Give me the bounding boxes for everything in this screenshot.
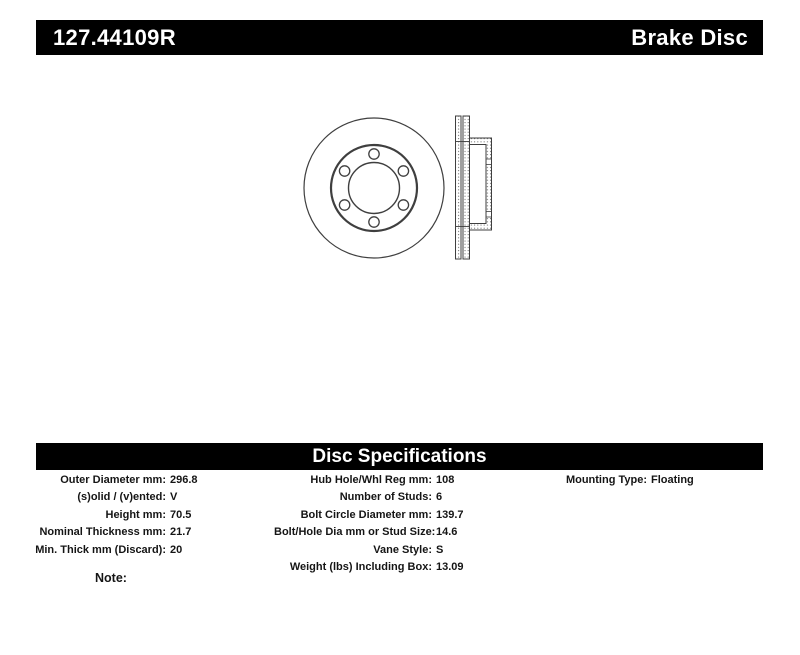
spec-row-height [34, 507, 198, 524]
rotor-plate-outboard [456, 116, 462, 259]
stud-hole-section-top [487, 159, 491, 165]
spec-value: 20 [170, 543, 183, 556]
spec-value: 139.7 [436, 508, 464, 521]
spec-value: 70.5 [170, 508, 192, 521]
spec-label: Bolt/Hole Dia mm or Stud Size: [274, 526, 436, 539]
spec-label: Vane Style: [373, 543, 432, 556]
note-label: Note: [95, 571, 127, 585]
product-type-title: Brake Disc [631, 24, 748, 50]
stud-hole [398, 200, 408, 210]
part-number: 127.44109R [53, 24, 176, 50]
spec-label: Hub Hole/Whl Reg mm: [310, 474, 432, 486]
technical-drawing [290, 98, 505, 273]
disc-cross-section-view [456, 116, 492, 259]
spec-row-bolt-hole-dia [274, 524, 464, 541]
brake-disc-drawing-svg [290, 98, 505, 273]
spec-value: 296.8 [170, 474, 198, 486]
spec-section-header [36, 443, 763, 470]
spec-row-min-thickness [34, 542, 198, 559]
spec-value: 21.7 [170, 526, 192, 539]
spec-column-type [508, 472, 694, 489]
spec-label: Height mm: [105, 508, 166, 521]
spec-label: Outer Diameter mm: [60, 474, 166, 486]
spec-row-vane-style [274, 542, 464, 559]
spec-label: Bolt Circle Diameter mm: [300, 508, 432, 521]
stud-hole [369, 217, 379, 227]
spec-row-solid-vented [34, 489, 198, 506]
stud-hole-section-bottom [487, 212, 491, 218]
spec-row-hub-hole [274, 472, 464, 489]
spec-value: 13.09 [436, 561, 464, 574]
spec-row-number-of-studs [274, 489, 464, 506]
spec-label: Nominal Thickness mm: [39, 526, 166, 539]
stud-hole [369, 149, 379, 159]
spec-value: 14.6 [436, 526, 458, 539]
spec-column-mounting [274, 472, 464, 576]
spec-row-outer-diameter [34, 472, 198, 489]
disc-front-view [304, 118, 444, 258]
spec-label: Number of Studs: [339, 491, 432, 504]
spec-row-mounting-type [508, 472, 694, 489]
spec-label: Weight (lbs) Including Box: [289, 561, 432, 574]
header-bar [36, 20, 763, 55]
spec-value: 108 [436, 474, 455, 486]
spec-label: Mounting Type: [565, 474, 647, 486]
spec-section-title: Disc Specifications [312, 445, 487, 467]
spec-label: Min. Thick mm (Discard): [35, 543, 166, 556]
stud-hole [339, 166, 349, 176]
spec-value: 6 [436, 491, 443, 504]
spec-column-dimensions [34, 472, 198, 559]
spec-row-bolt-circle-diameter [274, 507, 464, 524]
spec-row-weight [274, 559, 464, 576]
disc-outer-edge [304, 118, 444, 258]
spec-value: Floating [651, 474, 694, 486]
disc-center-hole [349, 163, 400, 214]
spec-value: S [436, 543, 444, 556]
spec-label: (s)olid / (v)ented: [77, 491, 166, 504]
spec-value: V [170, 491, 178, 504]
rotor-plate-inboard [463, 116, 470, 259]
disc-hat-edge [331, 145, 417, 231]
stud-hole [398, 166, 408, 176]
spec-row-nominal-thickness [34, 524, 198, 541]
stud-hole [339, 200, 349, 210]
